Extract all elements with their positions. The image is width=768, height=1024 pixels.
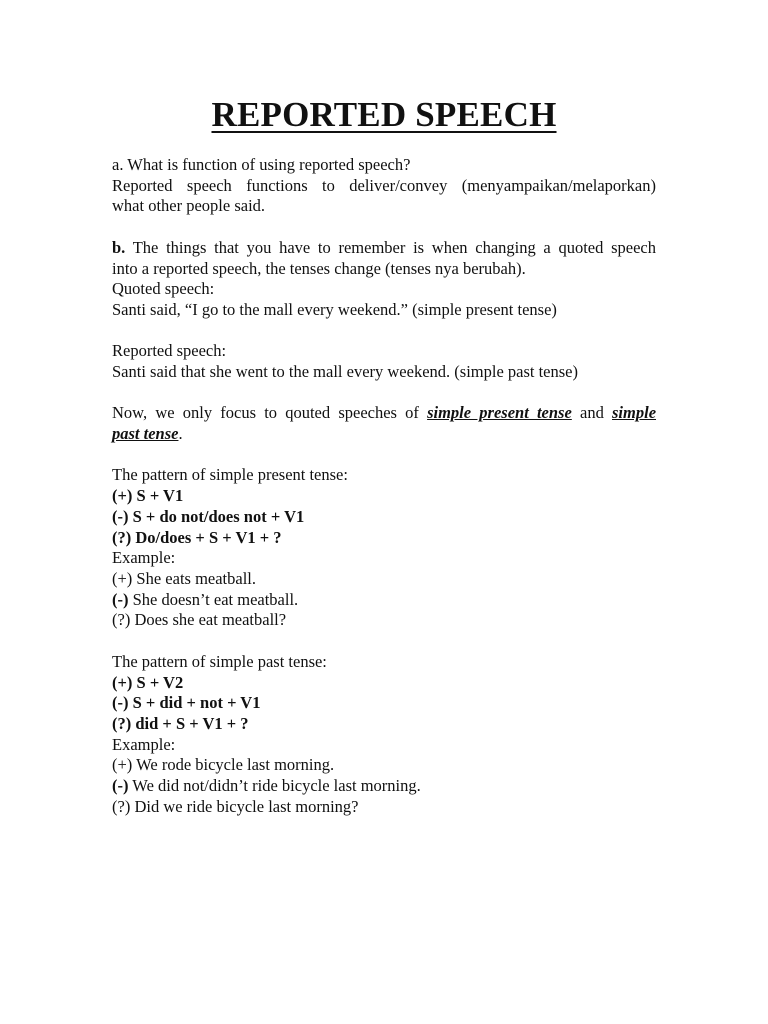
- document-body: [112, 155, 656, 817]
- focus-term-simple-past-part-2: past tense: [112, 424, 179, 444]
- simple-present-positive-pattern: (+) S + V1: [112, 486, 184, 506]
- focus-term-simple-present: simple present tense: [427, 403, 572, 423]
- simple-present-example-negative: [112, 590, 656, 611]
- quoted-speech-label: Quoted speech:: [112, 279, 215, 299]
- simple-past-example-negative-text: We did not/didn’t ride bicycle last morning.: [128, 776, 421, 796]
- simple-present-negative-pattern: (-) S + do not/does not + V1: [112, 506, 305, 526]
- page-title: REPORTED SPEECH: [211, 95, 557, 134]
- spacer: [112, 321, 656, 342]
- quoted-speech-example: Santi said, “I go to the mall every weekend.” (simple present tense): [112, 299, 557, 319]
- section-b-marker: b.: [112, 237, 126, 257]
- spacer: [112, 217, 656, 238]
- focus-connector: and: [571, 403, 613, 423]
- simple-past-example-positive: (+) We rode bicycle last morning.: [112, 755, 335, 775]
- simple-present-example-label: Example:: [112, 548, 176, 568]
- negative-sign: (-): [112, 776, 129, 796]
- spacer: [112, 445, 656, 466]
- question-a: a. What is function of using reported speech?: [112, 155, 411, 174]
- focus-line-1: [112, 403, 656, 424]
- reported-speech-example: Santi said that she went to the mall every weekend. (simple past tense): [112, 362, 578, 381]
- focus-prefix: Now, we only focus to qouted speeches of: [112, 403, 428, 423]
- reported-speech-label: Reported speech:: [112, 341, 227, 361]
- section-b-line-2: into a reported speech, the tenses change (tenses nya berubah).: [112, 258, 526, 278]
- section-b-line-1-text: The things that you have to remember is when changing a quoted speech: [125, 237, 656, 257]
- spacer: [112, 383, 656, 404]
- simple-present-question-pattern: (?) Do/does + S + V1 + ?: [112, 527, 282, 547]
- negative-sign: (-): [112, 589, 129, 609]
- simple-present-example-positive: (+) She eats meatball.: [112, 569, 257, 588]
- simple-past-example-negative: [112, 776, 656, 797]
- simple-present-heading: The pattern of simple present tense:: [112, 465, 348, 485]
- simple-past-negative-pattern: (-) S + did + not + V1: [112, 693, 261, 713]
- focus-term-simple-past-part-1: simple: [612, 403, 657, 423]
- focus-suffix: .: [178, 424, 183, 444]
- spacer: [112, 631, 656, 652]
- section-b-line-1: [112, 238, 656, 259]
- focus-line-2: [112, 424, 656, 445]
- answer-a-line-1: Reported speech functions to deliver/convey (menyampaikan/melaporkan): [112, 175, 656, 195]
- simple-past-heading: The pattern of simple past tense:: [112, 651, 327, 671]
- simple-past-question-pattern: (?) did + S + V1 + ?: [112, 713, 249, 733]
- simple-past-positive-pattern: (+) S + V2: [112, 672, 184, 692]
- simple-past-example-label: Example:: [112, 734, 176, 754]
- simple-past-example-question: (?) Did we ride bicycle last morning?: [112, 796, 359, 816]
- simple-present-example-negative-text: She doesn’t eat meatball.: [128, 589, 299, 609]
- simple-present-example-question: (?) Does she eat meatball?: [112, 610, 287, 630]
- answer-a-line-2: what other people said.: [112, 196, 266, 216]
